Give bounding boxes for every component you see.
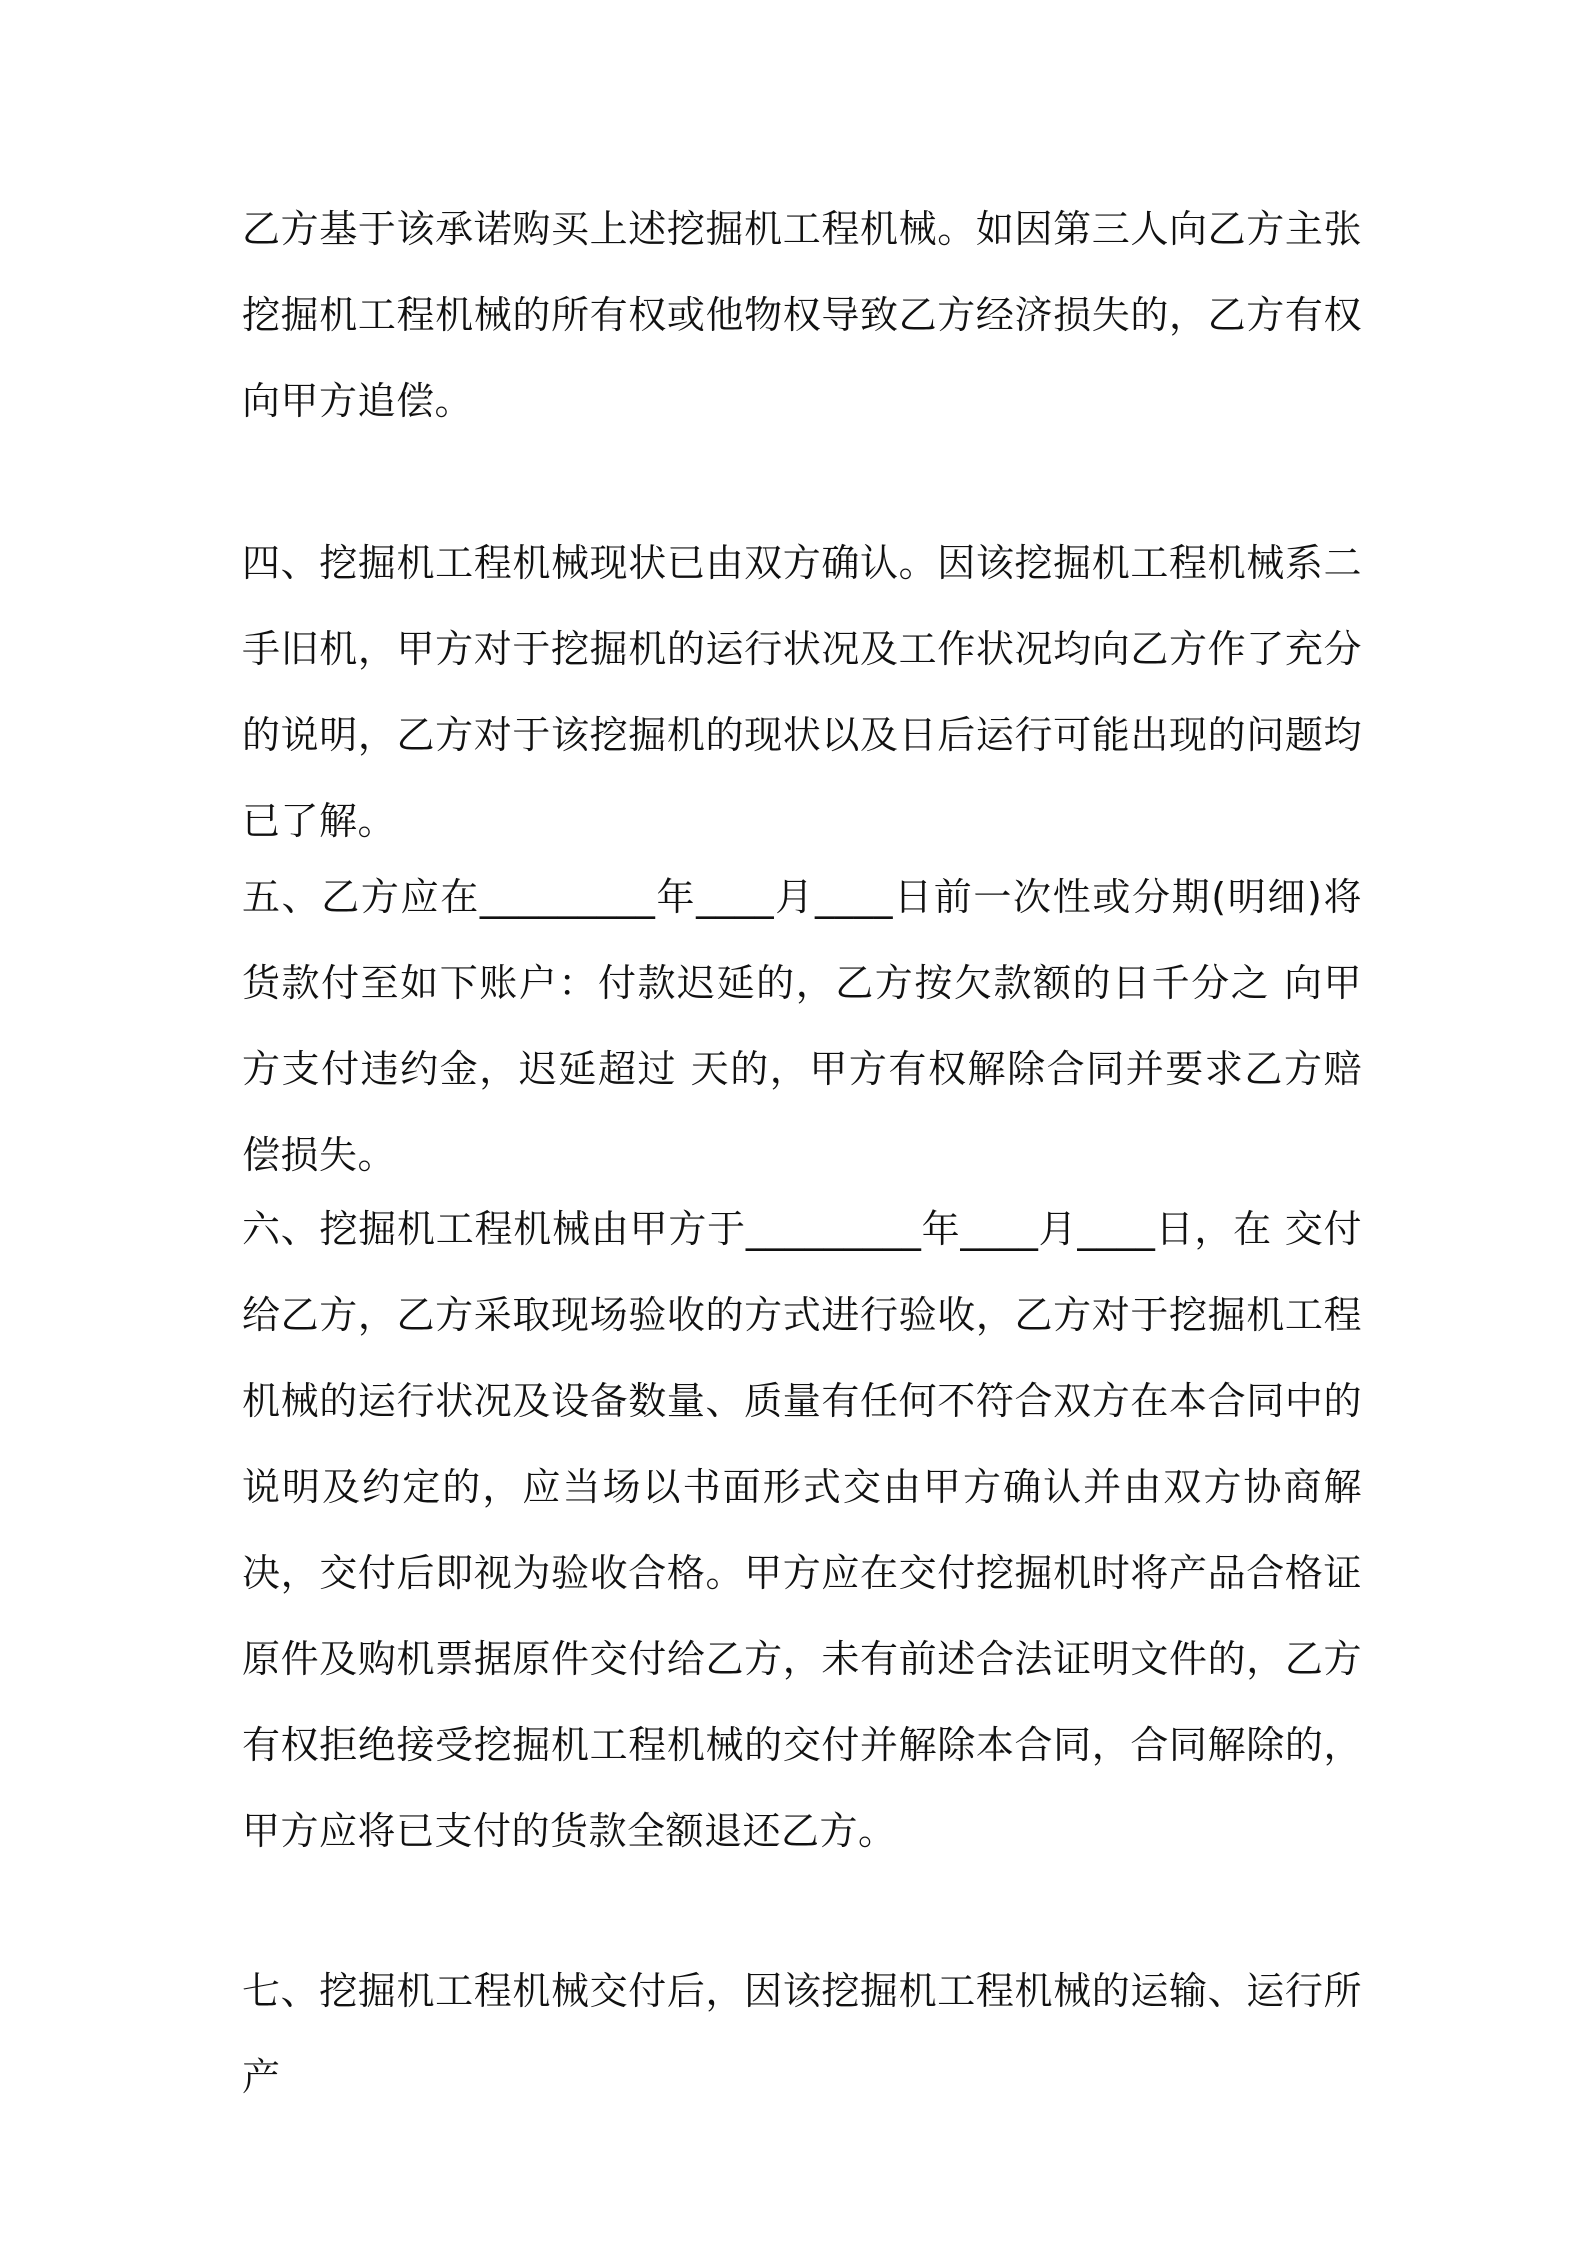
paragraph-seller-indemnity: 乙方基于该承诺购买上述挖掘机工程机械。如因第三人向乙方主张挖掘机工程机械的所有权或他物权导致乙方经济损失的，乙方有权向甲方追偿。 [242, 207, 1362, 423]
paragraph-clause-5-payment: 五、乙方应在_________年____月____日前一次性或分期(明细)将货款付至如下账户：付款迟延的，乙方按欠款额的日千分之 向甲方支付违约金，迟延超过 天的，甲方有权解除合同并要求乙方赔偿损失。 [242, 875, 1362, 1177]
paragraph-clause-7-after-delivery: 七、挖掘机工程机械交付后，因该挖掘机工程机械的运输、运行所产 [242, 1969, 1362, 2099]
paragraph-clause-4-condition: 四、挖掘机工程机械现状已由双方确认。因该挖掘机工程机械系二手旧机，甲方对于挖掘机的运行状况及工作状况均向乙方作了充分的说明，乙方对于该挖掘机的现状以及日后运行可能出现的问题均已了解。 [242, 541, 1362, 843]
paragraph-clause-6-delivery: 六、挖掘机工程机械由甲方于_________年____月____日，在 交付给乙方，乙方采取现场验收的方式进行验收，乙方对于挖掘机工程机械的运行状况及设备数量、质量有任何不符合双方在本合同中的说明及约定的，应当场以书面形式交由甲方确认并由双方协商解决，交付后即视为验收合格。甲方应在交付挖掘机时将产品合格证原件及购机票据原件交付给乙方，未有前述合法证明文件的，乙方有权拒绝接受挖掘机工程机械的交付并解除本合同，合同解除的，甲方应将已支付的货款全额退还乙方。 [242, 1207, 1362, 1853]
